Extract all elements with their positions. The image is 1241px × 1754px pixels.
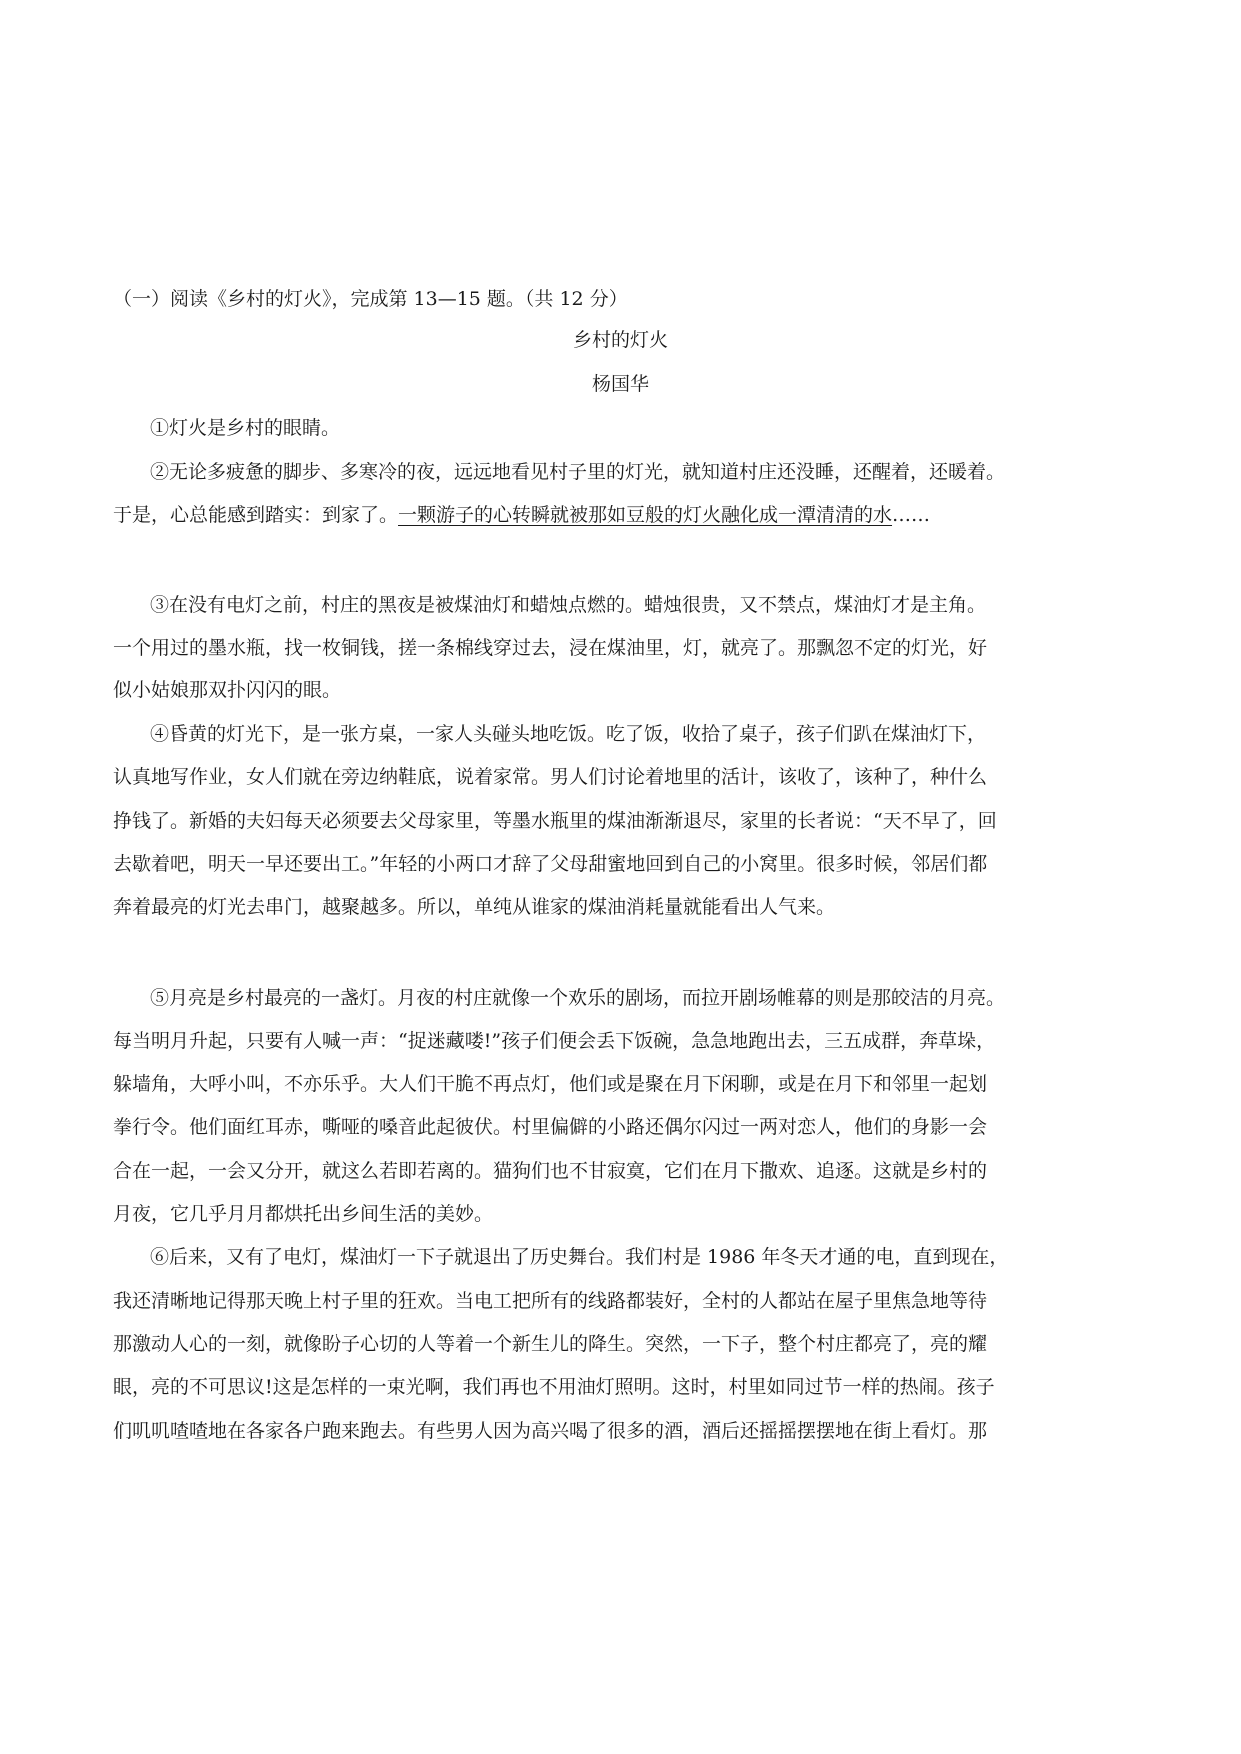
paragraph-1-line-1: ①灯火是乡村的眼睛。 bbox=[150, 417, 341, 439]
paragraph-5-line-5: 合在一起，一会又分开，就这么若即若离的。猫狗们也不甘寂寞，它们在月下撒欢、追逐。这就是乡村的 bbox=[113, 1160, 988, 1182]
paragraph-5-line-2: 每当明月升起，只要有人喊一声：“捉迷藏喽!”孩子们便会丢下饭碗，急急地跑出去，三五成群，奔草垛， bbox=[113, 1030, 996, 1052]
paragraph-3-line-2: 一个用过的墨水瓶，找一枚铜钱，搓一条棉线穿过去，浸在煤油里，灯，就亮了。那飘忽不定的灯光，好 bbox=[113, 637, 988, 659]
paragraph-4-line-3: 挣钱了。新婚的夫妇每天必须要去父母家里，等墨水瓶里的煤油渐渐退尽，家里的长者说：“天不早了，回 bbox=[113, 810, 997, 832]
paragraph-5-line-3: 躲墙角，大呼小叫，不亦乐乎。大人们干脆不再点灯，他们或是聚在月下闲聊，或是在月下和邻里一起划 bbox=[113, 1073, 988, 1095]
article-title: 乡村的灯火 bbox=[572, 329, 668, 351]
underlined-sentence: 一颗游子的心转瞬就被那如豆般的灯火融化成一潭清清的水 bbox=[398, 504, 893, 526]
question-header: （一）阅读《乡村的灯火》，完成第 13—15 题。（共 12 分） bbox=[113, 288, 628, 310]
paragraph-6-line-5: 们叽叽喳喳地在各家各户跑来跑去。有些男人因为高兴喝了很多的酒，酒后还摇摇摆摆地在街上看灯。那 bbox=[113, 1420, 988, 1442]
ellipsis: …… bbox=[892, 504, 931, 526]
paragraph-3-line-3: 似小姑娘那双扑闪闪的眼。 bbox=[113, 679, 342, 701]
article-author: 杨国华 bbox=[591, 373, 649, 395]
paragraph-6-line-1: ⑥后来，又有了电灯，煤油灯一下子就退出了历史舞台。我们村是 1986 年冬天才通的电，直到现在， bbox=[150, 1246, 1009, 1268]
paragraph-2-text: 于是，心总能感到踏实：到家了。 bbox=[113, 504, 399, 526]
paragraph-5-line-6: 月夜，它几乎月月都烘托出乡间生活的美妙。 bbox=[113, 1203, 494, 1225]
paragraph-4-line-4: 去歇着吧，明天一早还要出工。”年轻的小两口才辞了父母甜蜜地回到自己的小窝里。很多时候，邻居们都 bbox=[113, 853, 988, 875]
paragraph-3-line-1: ③在没有电灯之前，村庄的黑夜是被煤油灯和蜡烛点燃的。蜡烛很贵，又不禁点，煤油灯才是主角。 bbox=[150, 594, 987, 616]
paragraph-2-line-1: ②无论多疲惫的脚步、多寒冷的夜，远远地看见村子里的灯光，就知道村庄还没睡，还醒着，还暖着。 bbox=[150, 461, 1006, 483]
paragraph-6-line-2: 我还清晰地记得那天晚上村子里的狂欢。当电工把所有的线路都装好，全村的人都站在屋子里焦急地等待 bbox=[113, 1290, 988, 1312]
paragraph-2-line-2 bbox=[113, 503, 930, 527]
paragraph-4-line-2: 认真地写作业，女人们就在旁边纳鞋底，说着家常。男人们讨论着地里的活计，该收了，该种了，种什么 bbox=[113, 766, 988, 788]
paragraph-4-line-1: ④昏黄的灯光下，是一张方桌，一家人头碰头地吃饭。吃了饭，收拾了桌子，孩子们趴在煤油灯下， bbox=[150, 723, 987, 745]
paragraph-6-line-3: 那激动人心的一刻，就像盼子心切的人等着一个新生儿的降生。突然，一下子，整个村庄都亮了，亮的耀 bbox=[113, 1333, 988, 1355]
paragraph-5-line-4: 拳行令。他们面红耳赤，嘶哑的嗓音此起彼伏。村里偏僻的小路还偶尔闪过一两对恋人，他们的身影一会 bbox=[113, 1116, 988, 1138]
paragraph-5-line-1: ⑤月亮是乡村最亮的一盏灯。月夜的村庄就像一个欢乐的剧场，而拉开剧场帷幕的则是那皎洁的月亮。 bbox=[150, 987, 1006, 1009]
paragraph-6-line-4: 眼，亮的不可思议!这是怎样的一束光啊，我们再也不用油灯照明。这时，村里如同过节一样的热闹。孩子 bbox=[113, 1376, 995, 1398]
paragraph-4-line-5: 奔着最亮的灯光去串门，越聚越多。所以，单纯从谁家的煤油消耗量就能看出人气来。 bbox=[113, 896, 836, 918]
